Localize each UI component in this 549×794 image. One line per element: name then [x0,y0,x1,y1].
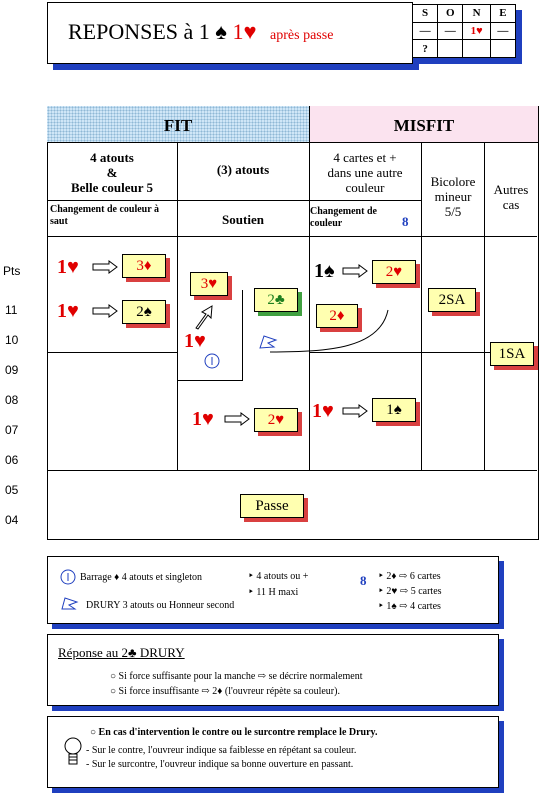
arrow-right-icon [224,412,250,426]
bid-passe-card: Passe [240,494,304,518]
misfit-header: MISFIT [310,106,538,143]
page-title: REPONSES à 1 ♠ 1♥ après passe [68,19,334,44]
points-tick: 08 [5,393,19,407]
col1-sub: Changement de couleur à saut [50,204,159,227]
divider [47,352,177,353]
col3-header: 4 cartes et + dans une autre couleur [327,150,403,195]
intervention-box [47,716,499,788]
points-tick: 05 [5,483,19,497]
intervention-title: ○ En cas d'intervention le contre ou le surcontre remplace le Drury. [90,727,378,738]
bid-2sa-card: 2SA [428,288,476,312]
col4-header: Bicolore mineur 5/5 [430,174,476,219]
reponse-line2: ○ Si force insuffisante ⇨ 2♦ (l'ouvreur répète sa couleur). [110,686,340,697]
info-icon: 8 [402,214,409,229]
reponse-box [47,634,499,706]
intervention-line1: - Sur le contre, l'ouvreur indique sa faiblesse en répétant sa couleur. [86,745,357,756]
arrow-right-icon [342,264,368,278]
bid-2c-card: 2♣ [254,288,298,312]
arrow-right-icon [92,260,118,274]
bid-3h-card: 3♥ [190,272,228,296]
legend-b2: ‣ 11 H maxi [248,587,299,598]
bid-2s-card: 2♠ [122,300,166,324]
info-circle-icon [60,569,76,585]
legend-drury: DRURY 3 atouts ou Honneur second [86,600,235,611]
col2-header: (3) atouts [216,162,270,177]
bidding-table: S O N E — — 1♥ — ? [412,4,516,58]
legend-r1: ‣ 2♦ ⇨ 6 cartes [378,571,441,582]
bid-1h: 1♥ [192,408,214,430]
arrow-right-icon [342,404,368,418]
bid-2h-card: 2♥ [372,260,416,284]
bid-3d-card: 3♦ [122,254,166,278]
bid-1h: 1♥ [184,330,206,352]
lightbulb-icon [62,735,84,769]
info-icon: 8 [360,573,367,588]
legend-box [47,556,499,624]
col1-header: 4 atouts & Belle couleur 5 [70,150,154,195]
divider [47,236,537,237]
col2-sub: Soutien [222,212,264,227]
arrow-right-icon [92,304,118,318]
title-box [47,2,413,64]
points-tick: 06 [5,453,19,467]
bid-1sa-card: 1SA [490,342,534,366]
points-tick: 11 [5,303,18,317]
fit-header: FIT [47,106,310,143]
intervention-line2: - Sur le surcontre, l'ouvreur indique sa bonne ouverture en passant. [86,759,354,770]
bid-1s: 1♠ [314,260,335,282]
points-tick: 10 [5,333,19,347]
flag-icon [60,597,80,611]
bid-1s-card: 1♠ [372,398,416,422]
bid-1h: 1♥ [57,256,79,278]
info-circle-icon [204,352,220,370]
legend-b1: ‣ 4 atouts ou + [248,571,309,582]
bid-2h-card: 2♥ [254,408,298,432]
legend-r3: ‣ 1♠ ⇨ 4 cartes [378,601,441,612]
legend-r2: ‣ 2♥ ⇨ 5 cartes [378,586,442,597]
points-label: Pts [3,264,21,278]
points-tick: 09 [5,363,19,377]
divider [47,470,537,471]
points-tick: 07 [5,423,19,437]
bid-1h: 1♥ [57,300,79,322]
divider [47,200,421,201]
legend-barrage: Barrage ♦ 4 atouts et singleton [80,572,203,583]
col5-header: Autres cas [493,182,529,212]
col3-sub: Changement de couleur [310,206,377,229]
reponse-line1: ○ Si force suffisante pour la manche ⇨ se décrire normalement [110,671,363,682]
arrow-up-icon [192,304,216,330]
reponse-title: Réponse au 2♣ DRURY [58,645,185,660]
bid-1h: 1♥ [312,400,334,422]
points-tick: 04 [5,513,19,527]
bid-2d-card: 2♦ [316,304,358,328]
